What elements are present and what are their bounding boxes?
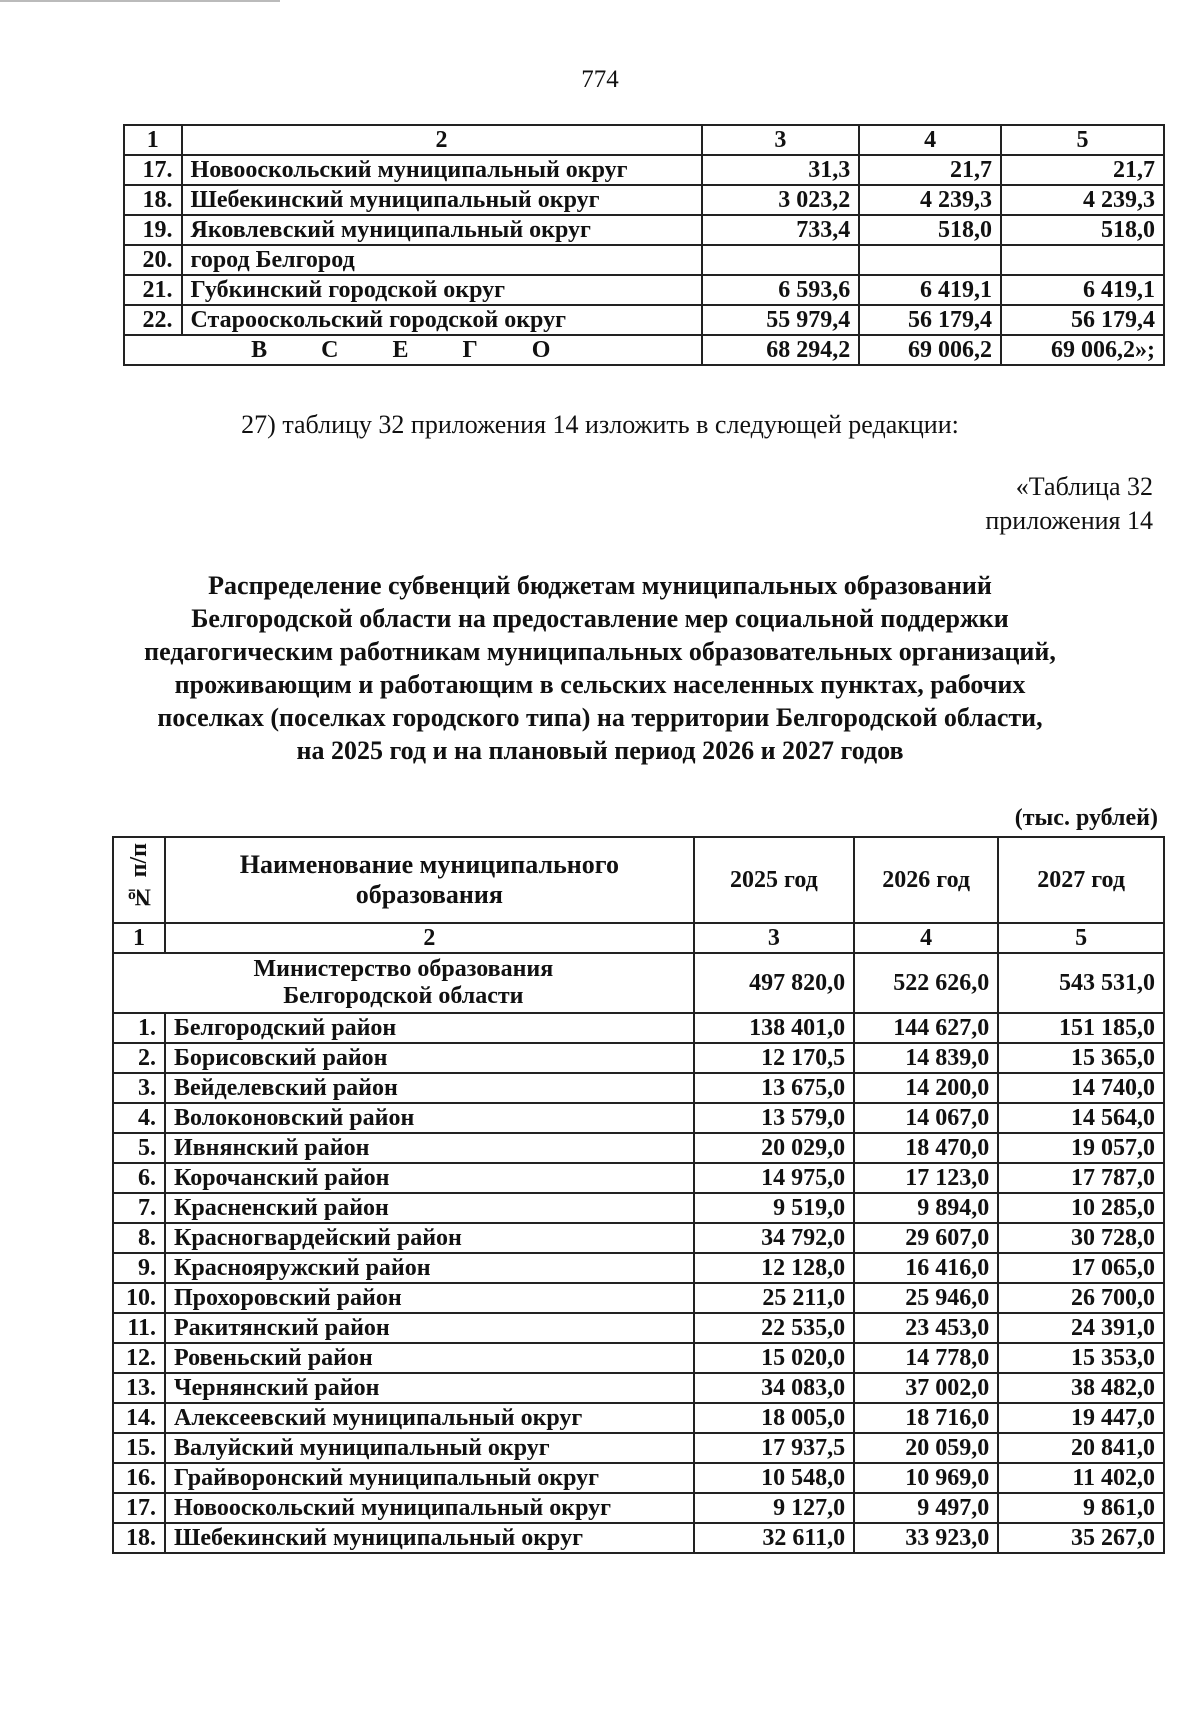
row-value-2025: 12 128,0	[694, 1253, 854, 1283]
row-value-2026: 9 894,0	[854, 1193, 998, 1223]
row-name: Чернянский район	[165, 1373, 694, 1403]
row-value-2025: 9 519,0	[694, 1193, 854, 1223]
row-value-2027: 35 267,0	[998, 1523, 1164, 1553]
row-value-1: 31,3	[702, 155, 860, 185]
row-value-2027: 14 740,0	[998, 1073, 1164, 1103]
row-name: Ивнянский район	[165, 1133, 694, 1163]
header-cell: 2	[182, 125, 702, 155]
header-cell: 1	[124, 125, 182, 155]
row-value-2026: 14 839,0	[854, 1043, 998, 1073]
title-line: Распределение субвенций бюджетам муниципальных образований	[208, 571, 992, 600]
row-number: 10.	[113, 1283, 165, 1313]
row-name: Белгородский район	[165, 1013, 694, 1043]
table-title	[60, 569, 1140, 767]
row-number: 8.	[113, 1223, 165, 1253]
ministry-name-line-2: Белгородской области	[283, 983, 524, 1009]
title-line: поселках (поселках городского типа) на территории Белгородской области,	[157, 703, 1043, 732]
title-line: педагогическим работникам муниципальных образовательных организаций,	[144, 637, 1056, 666]
row-value-2026: 144 627,0	[854, 1013, 998, 1043]
row-value-2026: 25 946,0	[854, 1283, 998, 1313]
row-value-3: 518,0	[1001, 215, 1164, 245]
row-value-3: 4 239,3	[1001, 185, 1164, 215]
table-reference-line-1: «Таблица 32	[1015, 472, 1153, 501]
row-value-2027: 151 185,0	[998, 1013, 1164, 1043]
row-number: 12.	[113, 1343, 165, 1373]
col-number-label: № п/п	[125, 843, 152, 910]
row-value-2	[859, 245, 1001, 275]
index-cell: 3	[694, 923, 854, 953]
row-value-2025: 32 611,0	[694, 1523, 854, 1553]
row-value-1: 6 593,6	[702, 275, 860, 305]
row-value-2027: 38 482,0	[998, 1373, 1164, 1403]
row-number: 14.	[113, 1403, 165, 1433]
column-header-row	[113, 837, 1164, 923]
row-name: Шебекинский муниципальный округ	[165, 1523, 694, 1553]
row-value-2027: 9 861,0	[998, 1493, 1164, 1523]
row-value-2025: 22 535,0	[694, 1313, 854, 1343]
row-value-2026: 14 067,0	[854, 1103, 998, 1133]
row-value-2025: 34 083,0	[694, 1373, 854, 1403]
row-number: 2.	[113, 1043, 165, 1073]
index-row	[113, 923, 1164, 953]
row-name: Валуйский муниципальный округ	[165, 1433, 694, 1463]
table-row	[113, 1253, 1164, 1283]
row-value-3: 21,7	[1001, 155, 1164, 185]
row-number: 18.	[113, 1523, 165, 1553]
row-name: Краснояружский район	[165, 1253, 694, 1283]
table-row	[113, 1463, 1164, 1493]
row-number: 4.	[113, 1103, 165, 1133]
row-value-2027: 30 728,0	[998, 1223, 1164, 1253]
index-cell: 2	[165, 923, 694, 953]
row-name: Красненский район	[165, 1193, 694, 1223]
row-number: 21.	[124, 275, 182, 305]
row-value-1: 3 023,2	[702, 185, 860, 215]
table-row	[113, 1373, 1164, 1403]
table-row	[113, 1283, 1164, 1313]
row-number: 1.	[113, 1013, 165, 1043]
row-value-2025: 10 548,0	[694, 1463, 854, 1493]
title-line: Белгородской области на предоставление мер социальной поддержки	[191, 604, 1009, 633]
table-reference	[985, 470, 1153, 538]
row-value-2026: 10 969,0	[854, 1463, 998, 1493]
total-value-2: 69 006,2	[859, 335, 1001, 365]
row-name: Губкинский городской округ	[182, 275, 702, 305]
table-row	[124, 275, 1164, 305]
row-number: 13.	[113, 1373, 165, 1403]
table-row	[113, 1193, 1164, 1223]
row-name: Новооскольский муниципальный округ	[165, 1493, 694, 1523]
row-value-3: 56 179,4	[1001, 305, 1164, 335]
row-value-2027: 10 285,0	[998, 1193, 1164, 1223]
table-row	[124, 155, 1164, 185]
row-name: Новооскольский муниципальный округ	[182, 155, 702, 185]
row-value-2026: 9 497,0	[854, 1493, 998, 1523]
row-value-2026: 20 059,0	[854, 1433, 998, 1463]
table-row	[113, 1163, 1164, 1193]
row-value-1	[702, 245, 860, 275]
table-row	[113, 1073, 1164, 1103]
row-number: 3.	[113, 1073, 165, 1103]
row-value-2: 4 239,3	[859, 185, 1001, 215]
amendment-paragraph: 27) таблицу 32 приложения 14 изложить в следующей редакции:	[241, 410, 959, 439]
table-row	[113, 1433, 1164, 1463]
row-value-2027: 15 353,0	[998, 1343, 1164, 1373]
ministry-value-2026: 522 626,0	[854, 953, 998, 1013]
table-header-row	[124, 125, 1164, 155]
row-number: 19.	[124, 215, 182, 245]
table-row	[124, 215, 1164, 245]
ministry-value-2027: 543 531,0	[998, 953, 1164, 1013]
row-value-2: 518,0	[859, 215, 1001, 245]
table-row	[113, 1013, 1164, 1043]
table-row	[124, 305, 1164, 335]
ministry-name-line-1: Министерство образования	[253, 956, 554, 982]
total-label	[124, 335, 702, 365]
ministry-value-2025: 497 820,0	[694, 953, 854, 1013]
row-name: Старооскольский городской округ	[182, 305, 702, 335]
table-row	[113, 1043, 1164, 1073]
page-number: 774	[581, 66, 619, 93]
col-name-line-1: Наименование муниципального	[239, 850, 619, 879]
ministry-name	[113, 953, 694, 1013]
row-value-2025: 138 401,0	[694, 1013, 854, 1043]
row-number: 16.	[113, 1463, 165, 1493]
row-value-2025: 34 792,0	[694, 1223, 854, 1253]
row-number: 11.	[113, 1313, 165, 1343]
row-value-2025: 13 675,0	[694, 1073, 854, 1103]
table-row	[113, 1343, 1164, 1373]
table-row	[113, 1493, 1164, 1523]
col-2025-header: 2025 год	[694, 837, 854, 923]
row-number: 6.	[113, 1163, 165, 1193]
row-value-2027: 17 787,0	[998, 1163, 1164, 1193]
row-value-2026: 17 123,0	[854, 1163, 998, 1193]
row-value-1: 55 979,4	[702, 305, 860, 335]
row-name: Красногвардейский район	[165, 1223, 694, 1253]
row-name: Ровеньский район	[165, 1343, 694, 1373]
row-number: 5.	[113, 1133, 165, 1163]
previous-table	[123, 124, 1165, 366]
row-value-2025: 17 937,5	[694, 1433, 854, 1463]
row-value-2025: 20 029,0	[694, 1133, 854, 1163]
col-name-header	[165, 837, 694, 923]
table-row	[113, 1523, 1164, 1553]
row-name: Волоконовский район	[165, 1103, 694, 1133]
row-value-2027: 19 057,0	[998, 1133, 1164, 1163]
col-2026-header: 2026 год	[854, 837, 998, 923]
header-cell: 5	[1001, 125, 1164, 155]
table-row	[113, 1133, 1164, 1163]
row-value-2025: 9 127,0	[694, 1493, 854, 1523]
row-name: Шебекинский муниципальный округ	[182, 185, 702, 215]
row-number: 18.	[124, 185, 182, 215]
col-number-header	[113, 837, 165, 923]
table-reference-line-2: приложения 14	[985, 506, 1153, 535]
row-number: 17.	[113, 1493, 165, 1523]
row-value-2025: 12 170,5	[694, 1043, 854, 1073]
table-row	[113, 1223, 1164, 1253]
row-value-2027: 14 564,0	[998, 1103, 1164, 1133]
table-row	[113, 1403, 1164, 1433]
row-value-2025: 14 975,0	[694, 1163, 854, 1193]
row-name: Грайворонский муниципальный округ	[165, 1463, 694, 1493]
row-value-2: 56 179,4	[859, 305, 1001, 335]
row-number: 15.	[113, 1433, 165, 1463]
total-value-1: 68 294,2	[702, 335, 860, 365]
row-value-2025: 25 211,0	[694, 1283, 854, 1313]
row-value-2026: 14 778,0	[854, 1343, 998, 1373]
row-value-2027: 15 365,0	[998, 1043, 1164, 1073]
row-value-2025: 13 579,0	[694, 1103, 854, 1133]
row-value-2026: 33 923,0	[854, 1523, 998, 1553]
index-cell: 5	[998, 923, 1164, 953]
row-name: Прохоровский район	[165, 1283, 694, 1313]
title-line: проживающим и работающим в сельских населенных пунктах, рабочих	[174, 670, 1026, 699]
row-value-2027: 17 065,0	[998, 1253, 1164, 1283]
row-value-3: 6 419,1	[1001, 275, 1164, 305]
row-value-2026: 23 453,0	[854, 1313, 998, 1343]
table-row	[113, 1313, 1164, 1343]
header-cell: 4	[859, 125, 1001, 155]
row-value-3	[1001, 245, 1164, 275]
row-name: город Белгород	[182, 245, 702, 275]
row-value-2025: 18 005,0	[694, 1403, 854, 1433]
row-value-2026: 18 716,0	[854, 1403, 998, 1433]
row-value-2027: 20 841,0	[998, 1433, 1164, 1463]
total-value-3: 69 006,2»;	[1001, 335, 1164, 365]
main-table	[112, 836, 1165, 1554]
row-name: Алексеевский муниципальный округ	[165, 1403, 694, 1433]
col-2027-header: 2027 год	[998, 837, 1164, 923]
row-value-2026: 29 607,0	[854, 1223, 998, 1253]
row-name: Вейделевский район	[165, 1073, 694, 1103]
table-row	[124, 185, 1164, 215]
row-number: 7.	[113, 1193, 165, 1223]
row-value-2027: 24 391,0	[998, 1313, 1164, 1343]
row-name: Яковлевский муниципальный округ	[182, 215, 702, 245]
index-cell: 1	[113, 923, 165, 953]
row-value-2026: 37 002,0	[854, 1373, 998, 1403]
row-value-2: 21,7	[859, 155, 1001, 185]
row-value-2026: 16 416,0	[854, 1253, 998, 1283]
header-cell: 3	[702, 125, 860, 155]
row-name: Корочанский район	[165, 1163, 694, 1193]
ministry-row	[113, 953, 1164, 1013]
scan-edge-line	[0, 0, 280, 2]
row-value-2027: 11 402,0	[998, 1463, 1164, 1493]
title-line: на 2025 год и на плановый период 2026 и 2027 годов	[296, 736, 904, 765]
row-value-2026: 18 470,0	[854, 1133, 998, 1163]
total-label-text: В С Е Г О	[251, 336, 575, 363]
row-value-2025: 15 020,0	[694, 1343, 854, 1373]
row-value-2026: 14 200,0	[854, 1073, 998, 1103]
row-value-1: 733,4	[702, 215, 860, 245]
row-value-2027: 26 700,0	[998, 1283, 1164, 1313]
row-number: 22.	[124, 305, 182, 335]
row-value-2: 6 419,1	[859, 275, 1001, 305]
units-label: (тыс. рублей)	[1014, 805, 1158, 831]
total-row	[124, 335, 1164, 365]
row-name: Борисовский район	[165, 1043, 694, 1073]
row-value-2027: 19 447,0	[998, 1403, 1164, 1433]
row-number: 17.	[124, 155, 182, 185]
table-row	[113, 1103, 1164, 1133]
row-number: 9.	[113, 1253, 165, 1283]
table-row	[124, 245, 1164, 275]
row-name: Ракитянский район	[165, 1313, 694, 1343]
row-number: 20.	[124, 245, 182, 275]
index-cell: 4	[854, 923, 998, 953]
col-name-line-2: образования	[355, 880, 503, 909]
